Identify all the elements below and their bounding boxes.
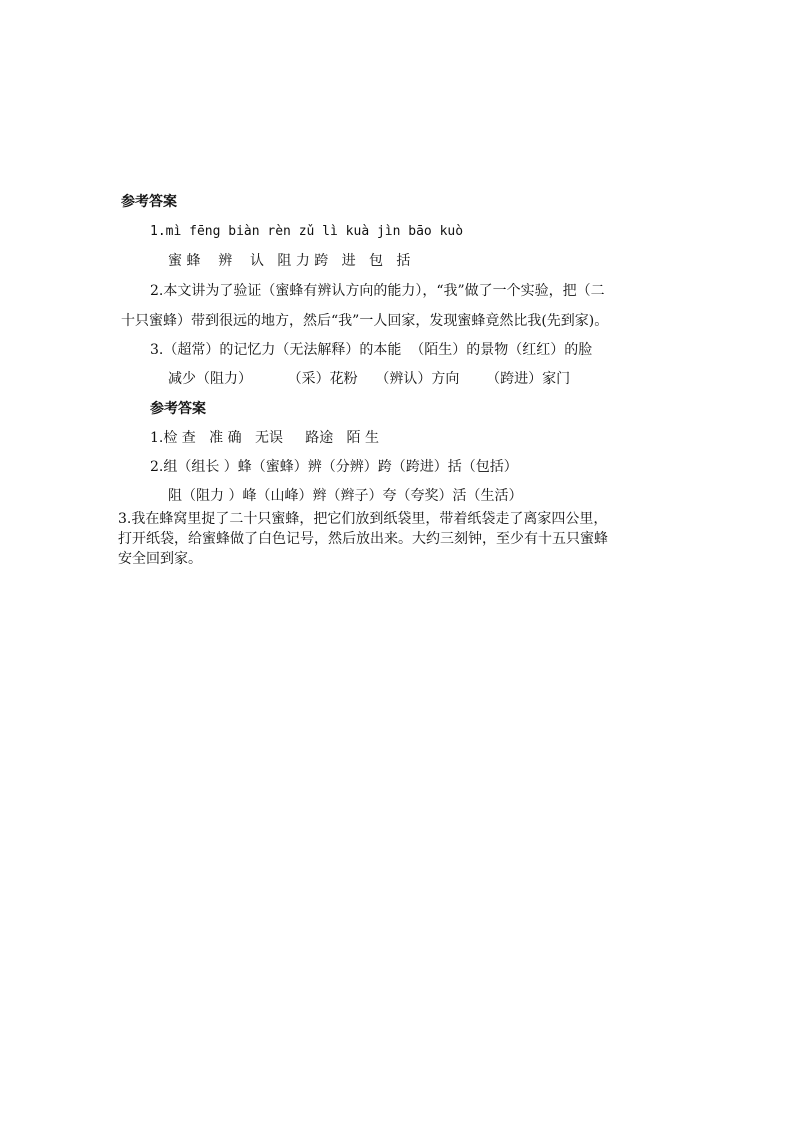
q2-line-2: 阻（阻力 ）峰（山峰）辫（辫子）夸（夸奖）活（生活） <box>168 488 523 504</box>
q1-pinyin: 1.mì fēng biàn rèn zǔ lì kuà jìn bāo kuò <box>150 224 464 239</box>
q2-line-2: 十只蜜蜂）带到很远的地方，然后“我”一人回家，发现蜜蜂竟然比我(先到家)。 <box>121 313 609 329</box>
q3-line-3: 安全回到家。 <box>118 551 202 567</box>
q3-line-1: 3.（超常）的记忆力（无法解释）的本能 （陌生）的景物（红红）的脸 <box>150 342 593 358</box>
q1-answers: 1.检 查 准 确 无误 路途 陌 生 <box>150 430 380 446</box>
q2-line-1: 2.组（组长 ）蜂（蜜蜂）辨（分辨）跨（跨进）括（包括） <box>150 459 518 475</box>
q1-characters: 蜜 蜂 辨 认 阻 力 跨 进 包 括 <box>168 253 411 269</box>
section-heading: 参考答案 <box>150 401 206 417</box>
q3-line-2: 打开纸袋，给蜜蜂做了白色记号，然后放出来。大约三刻钟，至少有十五只蜜蜂 <box>118 531 608 547</box>
q2-line-1: 2.本文讲为了验证（蜜蜂有辨认方向的能力），“我”做了一个实验，把（二 <box>150 283 605 299</box>
section-heading: 参考答案 <box>121 194 177 210</box>
q3-line-1: 3.我在蜂窝里捉了二十只蜜蜂，把它们放到纸袋里，带着纸袋走了离家四公里， <box>118 511 608 527</box>
q3-line-2: 减少（阻力） （采）花粉 （辨认）方向 （跨进）家门 <box>168 371 571 387</box>
